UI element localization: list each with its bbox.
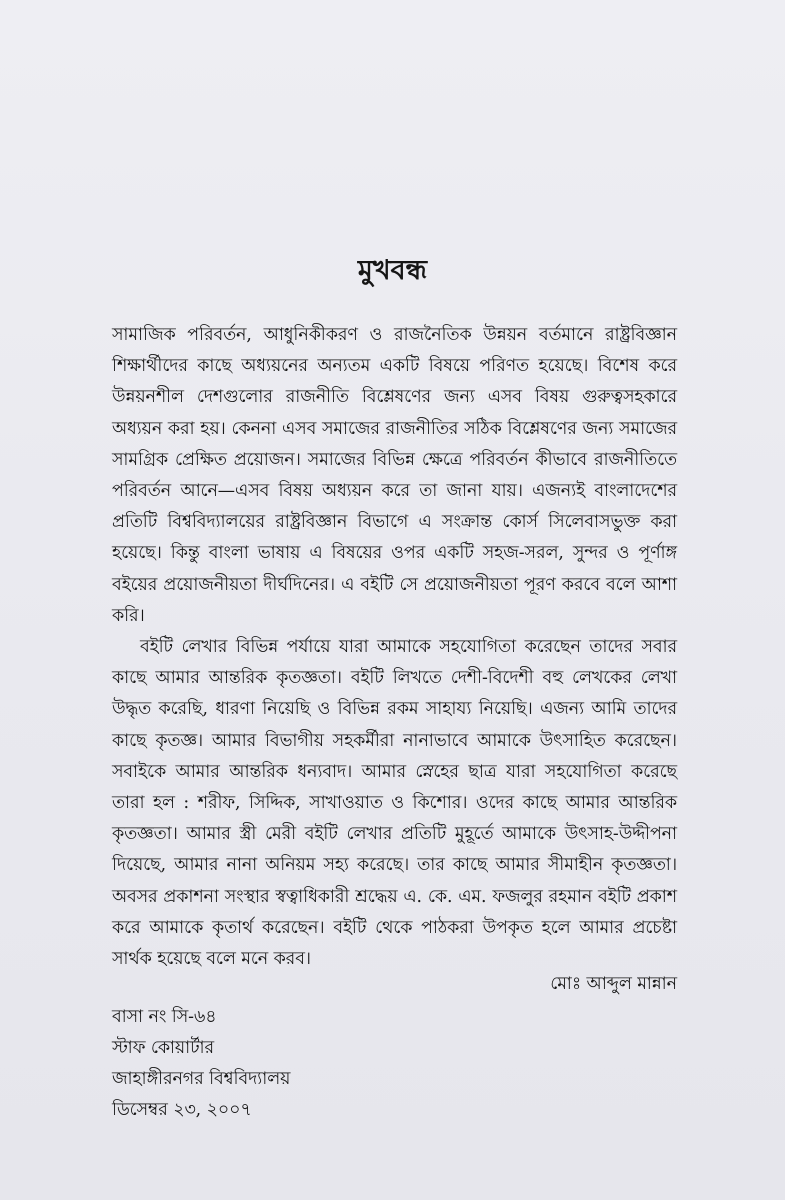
paragraph: সামাজিক পরিবর্তন, আধুনিকীকরণ ও রাজনৈতিক উন্নয়ন বর্তমানে রাষ্ট্রবিজ্ঞান শিক্ষার্থীদের কাছে অধ্যয়নের অন্যতম একটি বিষয়ে পরিণত হয়েছে। বিশেষ করে উন্নয়নশীল দেশগুলোর রাজনীতি বিশ্লেষণের জন্য এসব বিষয় গুরুত্বসহকারে অধ্যয়ন করা হয়। কেননা এসব সমাজের রাজনীতির সঠিক বিশ্লেষণের জন্য সমাজের সামগ্রিক প্রেক্ষিত প্রয়োজন। সমাজের বিভিন্ন ক্ষেত্রে পরিবর্তন কীভাবে রাজনীতিতে পরিবর্তন আনে—এসব বিষয় অধ্যয়ন করে তা জানা যায়। এজন্যই বাংলাদেশের প্রতিটি বিশ্ববিদ্যালয়ের রাষ্ট্রবিজ্ঞান বিভাগে এ সংক্রান্ত কোর্স সিলেবাসভুক্ত করা হয়েছে। কিন্তু বাংলা ভাষায় এ বিষয়ের ওপর একটি সহজ-সরল, সুন্দর ও পূর্ণাঙ্গ বইয়ের প্রয়োজনীয়তা দীর্ঘদিনের। এ বইটি সে প্রয়োজনীয়তা পূরণ করবে বলে আশা করি।: [112, 325, 677, 626]
author-signature: মোঃ আব্দুল মান্নান: [550, 974, 677, 994]
address-line: জাহাঙ্গীরনগর বিশ্ববিদ্যালয়: [112, 1069, 291, 1089]
author-address: [112, 1002, 290, 1126]
address-line: বাসা নং সি-৬৪: [112, 1007, 217, 1027]
paragraph: বইটি লেখার বিভিন্ন পর্যায়ে যারা আমাকে সহযোগিতা করেছেন তাদের সবার কাছে আমার আন্তরিক কৃতজ্ঞতা। বইটি লিখতে দেশী-বিদেশী বহু লেখকের লেখা উদ্ধৃত করেছি, ধারণা নিয়েছি ও বিভিন্ন রকম সাহায্য নিয়েছি। এজন্য আমি তাদের কাছে কৃতজ্ঞ। আমার বিভাগীয় সহকর্মীরা নানাভাবে আমাকে উৎসাহিত করেছেন। সবাইকে আমার আন্তরিক ধন্যবাদ। আমার স্নেহের ছাত্র যারা সহযোগিতা করেছে তারা হল : শরীফ, সিদ্দিক, সাখাওয়াত ও কিশোর। ওদের কাছে আমার আন্তরিক কৃতজ্ঞতা। আমার স্ত্রী মেরী বইটি লেখার প্রতিটি মুহূর্তে আমাকে উৎসাহ-উদ্দীপনা দিয়েছে, আমার নানা অনিয়ম সহ্য করেছে। তার কাছে আমার সীমাহীন কৃতজ্ঞতা। অবসর প্রকাশনা সংস্থার স্বত্বাধিকারী শ্রদ্ধেয় এ. কে. এম. ফজলুর রহমান বইটি প্রকাশ করে আমাকে কৃতার্থ করেছেন। বইটি থেকে পাঠকরা উপকৃত হলে আমার প্রচেষ্টা সার্থক হয়েছে বলে মনে করব।: [112, 637, 677, 970]
page-title: মুখবন্ধ: [357, 255, 428, 286]
preface-body: [112, 320, 677, 975]
address-line: স্টাফ কোয়ার্টার: [112, 1038, 215, 1058]
date-line: ডিসেম্বর ২৩, ২০০৭: [112, 1100, 252, 1120]
